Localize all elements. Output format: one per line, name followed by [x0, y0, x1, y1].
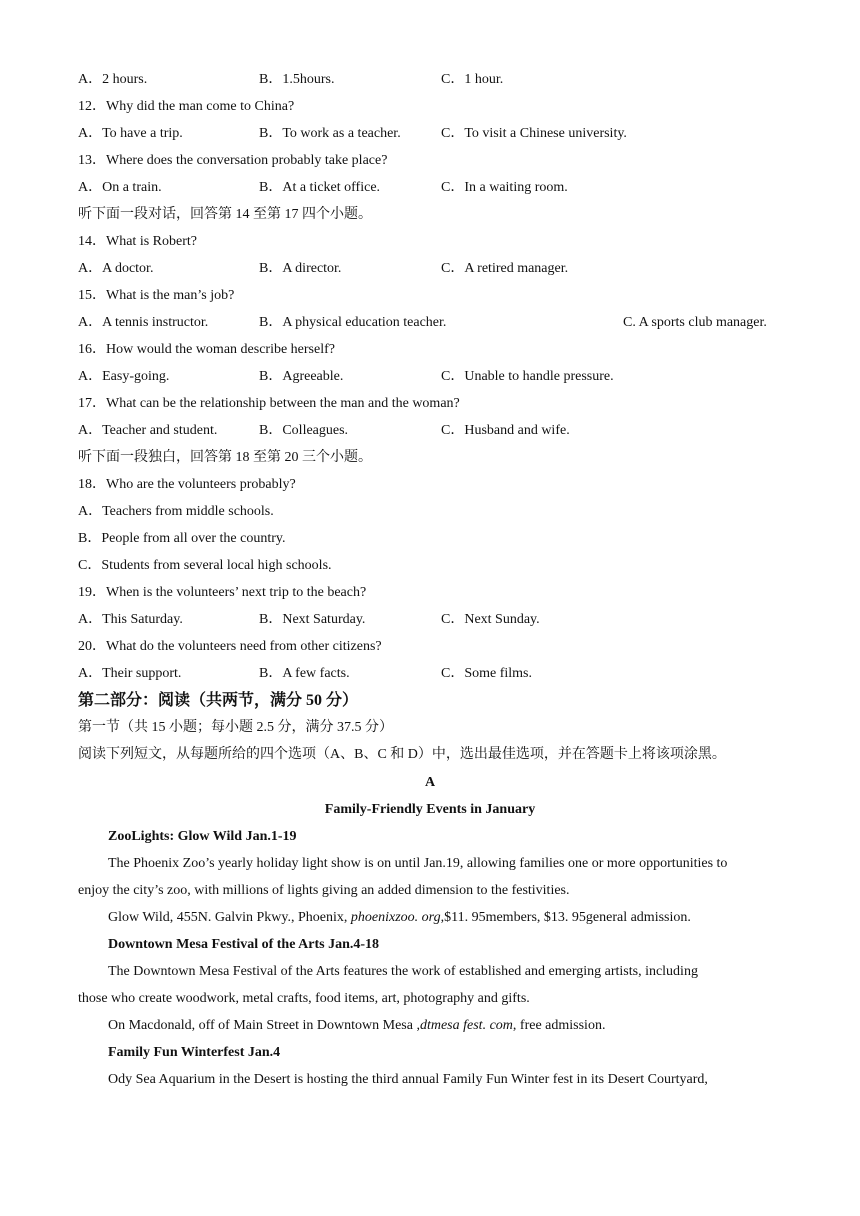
q14-option-b: B．A director.: [259, 261, 342, 276]
event2-paragraph-line1: The Downtown Mesa Festival of the Arts features the work of established and emerging artists, including: [108, 964, 698, 979]
event2-address: On Macdonald, off of Main Street in Downtown Mesa ,: [108, 1018, 420, 1033]
event1-paragraph-line1: The Phoenix Zoo’s yearly holiday light show is on until Jan.19, allowing families one or more opportunities to: [108, 856, 728, 871]
q20-option-b: B．A few facts.: [259, 666, 350, 681]
q12-option-a: A．To have a trip.: [78, 126, 183, 141]
part2-section1: 第一节（共 15 小题；每小题 2.5 分，满分 37.5 分）: [78, 720, 393, 735]
event1-details: [108, 909, 691, 927]
passage-letter: A: [424, 775, 436, 790]
listening-instruction-2: 听下面一段独白，回答第 18 至第 20 三个小题。: [78, 450, 372, 465]
event1-price: ,$11. 95members, $13. 95general admission.: [440, 910, 691, 925]
q16-option-b: B．Agreeable.: [259, 369, 344, 384]
q19-option-c: C．Next Sunday.: [441, 612, 540, 627]
q12-option-b: B．To work as a teacher.: [259, 126, 401, 141]
event1-address: Glow Wild, 455N. Galvin Pkwy., Phoenix,: [108, 910, 351, 925]
q12-question: 12．Why did the man come to China?: [78, 99, 295, 114]
event1-paragraph-line2: enjoy the city’s zoo, with millions of lights giving an added dimension to the festivities.: [78, 883, 570, 898]
event3-paragraph-line1: Ody Sea Aquarium in the Desert is hosting the third annual Family Fun Winter fest in its Desert Courtyard,: [108, 1072, 708, 1087]
q16-option-a: A．Easy-going.: [78, 369, 170, 384]
part2-instruction: 阅读下列短文，从每题所给的四个选项（A、B、C 和 D）中，选出最佳选项，并在答题卡上将该项涂黑。: [78, 747, 726, 762]
q15-option-c: C. A sports club manager.: [623, 315, 767, 330]
q17-option-c: C．Husband and wife.: [441, 423, 570, 438]
event2-details: [108, 1017, 605, 1035]
q19-option-a: A．This Saturday.: [78, 612, 183, 627]
q17-question: 17．What can be the relationship between the man and the woman?: [78, 396, 460, 411]
q18-option-b: B．People from all over the country.: [78, 531, 286, 546]
q16-option-c: C．Unable to handle pressure.: [441, 369, 614, 384]
q14-option-a: A．A doctor.: [78, 261, 154, 276]
q13-option-a: A．On a train.: [78, 180, 162, 195]
q11-option-a: A．2 hours.: [78, 72, 148, 87]
q18-option-a: A．Teachers from middle schools.: [78, 504, 274, 519]
event1-title: ZooLights: Glow Wild Jan.1-19: [108, 829, 297, 844]
event2-website: dtmesa fest. com: [419, 1018, 513, 1033]
q19-question: 19．When is the volunteers’ next trip to the beach?: [78, 585, 367, 600]
event2-price: , free admission.: [512, 1018, 606, 1033]
q12-option-c: C．To visit a Chinese university.: [441, 126, 627, 141]
q20-option-a: A．Their support.: [78, 666, 182, 681]
q13-option-b: B．At a ticket office.: [259, 180, 381, 195]
event1-website: phoenixzoo. org: [350, 910, 441, 925]
q14-question: 14．What is Robert?: [78, 234, 197, 249]
q15-question: 15．What is the man’s job?: [78, 288, 235, 303]
q13-option-c: C．In a waiting room.: [441, 180, 568, 195]
listening-instruction-1: 听下面一段对话，回答第 14 至第 17 四个小题。: [78, 207, 372, 222]
q19-option-b: B．Next Saturday.: [259, 612, 366, 627]
event3-title: Family Fun Winterfest Jan.4: [108, 1045, 281, 1060]
q18-question: 18．Who are the volunteers probably?: [78, 477, 296, 492]
q15-option-a: A．A tennis instructor.: [78, 315, 209, 330]
q11-option-c: C．1 hour.: [441, 72, 504, 87]
q17-option-a: A．Teacher and student.: [78, 423, 218, 438]
q18-option-c: C．Students from several local high schools.: [78, 558, 332, 573]
q16-question: 16．How would the woman describe herself?: [78, 342, 335, 357]
q20-question: 20．What do the volunteers need from other citizens?: [78, 639, 382, 654]
q14-option-c: C．A retired manager.: [441, 261, 569, 276]
passage-title: Family-Friendly Events in January: [324, 802, 536, 817]
q13-question: 13．Where does the conversation probably take place?: [78, 153, 388, 168]
q11-option-b: B．1.5hours.: [259, 72, 335, 87]
q17-option-b: B．Colleagues.: [259, 423, 349, 438]
q20-option-c: C．Some films.: [441, 666, 533, 681]
q15-option-b: B．A physical education teacher.: [259, 315, 447, 330]
part2-title: 第二部分：阅读（共两节，满分 50 分）: [78, 692, 359, 709]
event2-title: Downtown Mesa Festival of the Arts Jan.4-18: [108, 937, 380, 952]
event2-paragraph-line2: those who create woodwork, metal crafts, food items, art, photography and gifts.: [78, 991, 530, 1006]
